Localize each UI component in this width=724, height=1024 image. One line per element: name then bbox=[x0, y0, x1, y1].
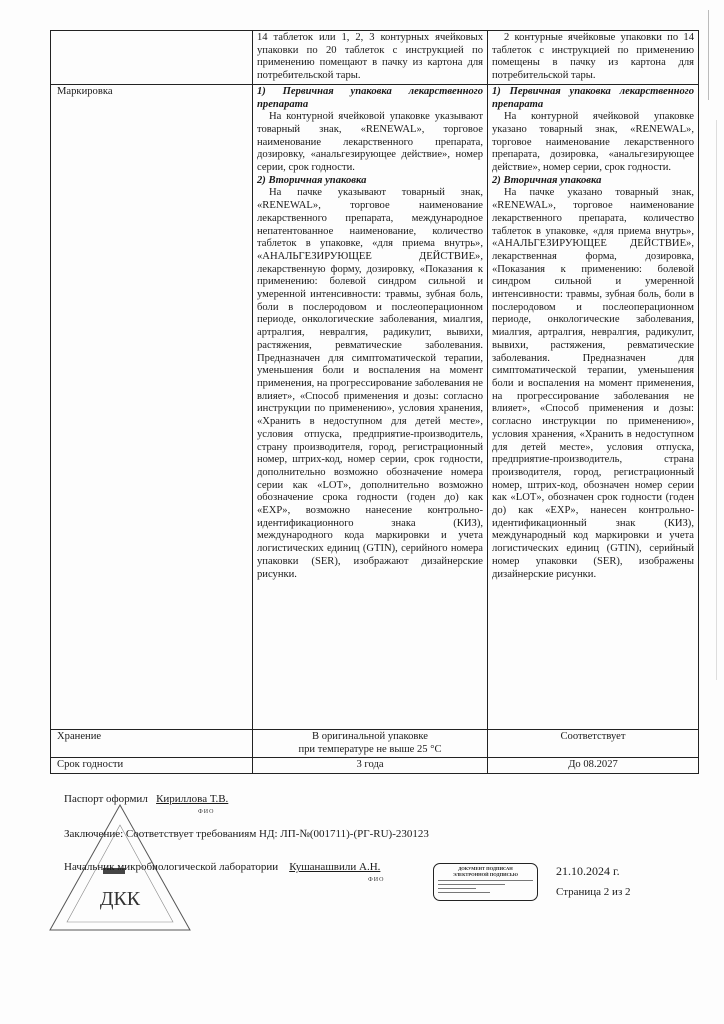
secondary-text: На пачке указывают товарный знак, «RENEWAL», торговое наименование лекарственного препарата, международное непатентованное наименование, количество таблеток в упаковке, «для приема внутрь», «АНАЛЬГЕЗИРУЮЩЕЕ ДЕЙСТВИЕ», лекарственную форму, дозировку, «Показания к применению: болевой синдром сильной и умеренной интенсивности: травмы, зубная боль, боли в послеродовом и послеоперационном периоде, онкологические заболевания, миалгия, артралгия, невралгия, радикулит, вывихи, растяжения, ревматические заболевания. Предназначен для симптоматической терапии, уменьшения боли и воспаления на момент применения, на прогрессирование заболевания не влияет», «Способ применения и дозы: согласно инструкции по применению», условия хранения, «Хранить в недоступном для детей месте», условия отпуска, предприятие-производитель, страну производителя, город, регистрационный номер, штрих-код, номер серии, срок годности, дополнительно возможно обозначение номера серии как «LOT», дополнительно возможно обозначение срока годности (годен до) как «EXP», возможно нанесение контрольно-идентификационного знака (КИЗ), международного кода маркировки и учета логистических единиц (GTIN), серийного номера упаковки (SER), изображают дизайнерские рисунки. bbox=[257, 187, 483, 580]
requirement-line: при температуре не выше 25 °С bbox=[298, 743, 442, 755]
row-label: Хранение bbox=[51, 729, 253, 757]
row-label bbox=[51, 31, 253, 85]
actual-cell bbox=[488, 84, 699, 729]
scan-artifact bbox=[716, 120, 717, 680]
secondary-heading: 2) Вторичная упаковка bbox=[492, 174, 602, 186]
table-row-storage bbox=[51, 729, 699, 757]
esig-title: ЭЛЕКТРОННОЙ ПОДПИСЬЮ bbox=[453, 871, 518, 877]
secondary-text: На пачке указано товарный знак, «RENEWAL», торговое наименование лекарственного препарата, количество таблеток в упаковке, «для приема внутрь», «АНАЛЬГЕЗИРУЮЩЕЕ ДЕЙСТВИЕ», лекарственная форма, дозировка, «Показания к применению: болевой синдром сильной и умеренной интенсивности: травмы, зубная боль, боли в послеродовом и послеоперационном периоде, онкологические заболевания, миалгия, артралгия, невралгия, радикулит, вывихи, растяжения, ревматические заболевания. Предназначен для симптоматической терапии, уменьшения боли и воспаления на момент применения, на прогрессирование заболевания не влияет», «Способ применения и дозы: согласно инструкции по применению», условия хранения, «Хранить в недоступном для детей месте», условия отпуска, предприятие-производитель, страна производителя, город, регистрационный номер, штрих-код, обозначен номер серии как «LOT», обозначен срок годности (годен до) как «EXP», нанесен контрольно-идентификационный знак (КИЗ), международный код маркировки и учета логистических единиц (GTIN), серийный номер упаковки (SER), изображены дизайнерские рисунки. bbox=[492, 187, 694, 580]
requirement-cell bbox=[253, 84, 488, 729]
document-date: 21.10.2024 г. bbox=[556, 864, 620, 878]
page-number: Страница 2 из 2 bbox=[556, 886, 631, 898]
actual-cell: 2 контурные ячейковые упаковки по 14 таблеток с инструкцией по применению помещены в пачку из картона для потребительской тары. bbox=[488, 31, 699, 85]
actual-cell: Соответствует bbox=[488, 729, 699, 757]
requirement-cell: 3 года bbox=[253, 758, 488, 774]
primary-heading: 1) Первичная упаковка лекарственного препарата bbox=[257, 85, 483, 110]
electronic-signature-box bbox=[433, 863, 538, 901]
svg-text:ДКК: ДКК bbox=[99, 888, 141, 910]
head-name: Кушанашвили А.Н. bbox=[289, 861, 381, 873]
esig-title: ДОКУМЕНТ ПОДПИСАН bbox=[458, 866, 513, 871]
primary-heading: 1) Первичная упаковка лекарственного препарата bbox=[492, 85, 694, 110]
prepared-label: Паспорт оформил bbox=[64, 793, 148, 805]
specification-table bbox=[50, 30, 699, 774]
table-row-shelf-life bbox=[51, 758, 699, 774]
primary-text: На контурной ячейковой упаковке указано товарный знак, «RENEWAL», торговое наименование лекарственного препарата, дозировка, «анальгезирующее действие», номер серии, срок годности. bbox=[492, 111, 694, 174]
secondary-heading: 2) Вторичная упаковка bbox=[257, 174, 367, 186]
fio-caption: ФИО bbox=[198, 809, 215, 815]
fio-caption: ФИО bbox=[368, 877, 385, 883]
requirement-line: В оригинальной упаковке bbox=[311, 730, 429, 742]
prepared-name: Кириллова Т.В. bbox=[156, 793, 229, 805]
scan-artifact bbox=[708, 10, 709, 100]
requirement-cell bbox=[253, 729, 488, 757]
actual-cell: До 08.2027 bbox=[488, 758, 699, 774]
table-row-marking bbox=[51, 84, 699, 729]
requirement-cell: 14 таблеток или 1, 2, 3 контурных ячейковых упаковки по 20 таблеток с инструкцией по применению помещают в пачку из картона для потребительской тары. bbox=[253, 31, 488, 85]
conclusion-line: Заключение: Соответствует требованиям НД: ЛП-№(001711)-(РГ-RU)-230123 bbox=[64, 828, 429, 840]
prepared-by-line bbox=[64, 793, 228, 805]
primary-text: На контурной ячейковой упаковке указывают товарный знак, «RENEWAL», торговое наименование лекарственного препарата, дозировку, «анальгезирующее действие», номер серии, срок годности. bbox=[257, 111, 483, 174]
row-label: Маркировка bbox=[51, 84, 253, 729]
head-label: Начальник микробиологической лаборатории bbox=[64, 861, 279, 873]
table-row-packaging bbox=[51, 31, 699, 85]
row-label: Срок годности bbox=[51, 758, 253, 774]
head-of-lab-line bbox=[64, 861, 380, 873]
